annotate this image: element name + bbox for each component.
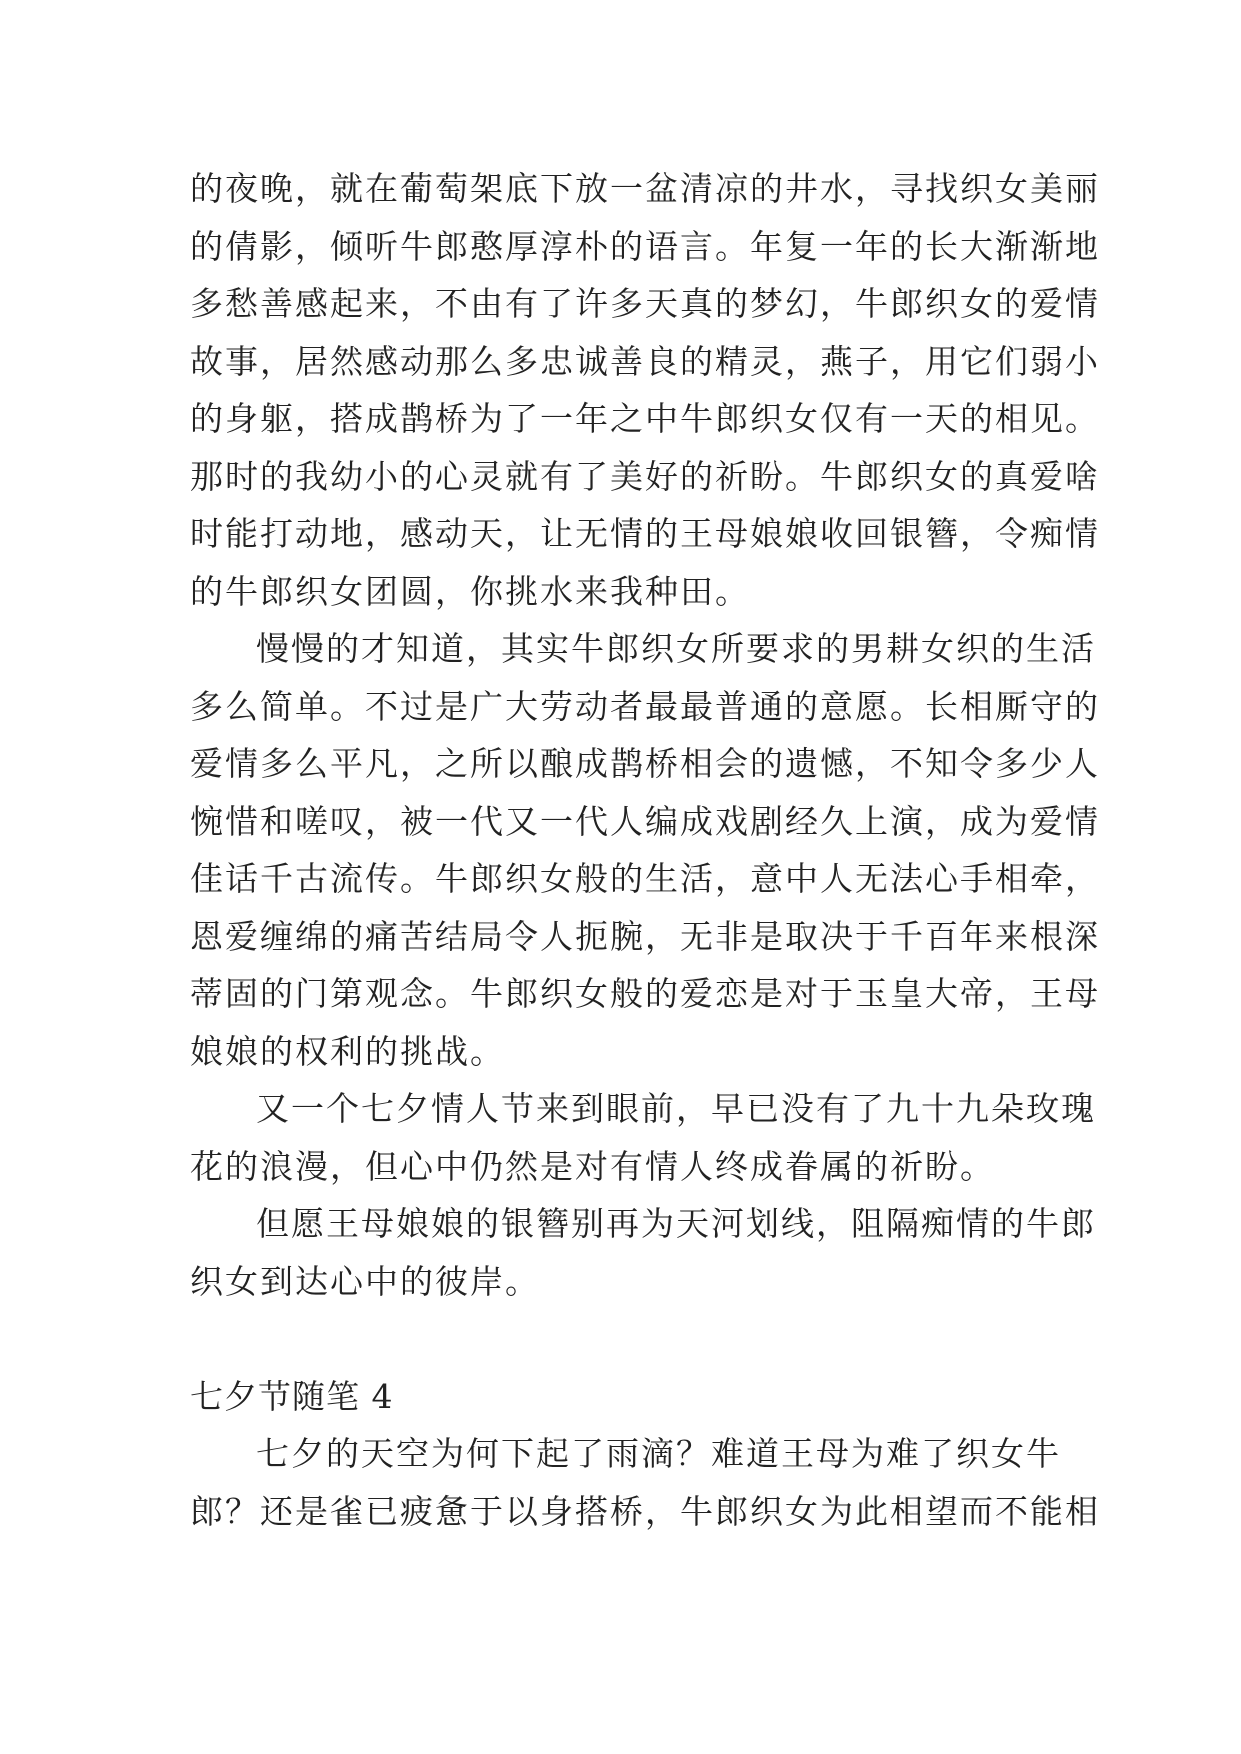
text-line: 慢慢的才知道，其实牛郎织女所要求的男耕女织的生活 xyxy=(256,629,1096,668)
text-line: 时能打动地，感动天，让无情的王母娘娘收回银簪，令痴情 xyxy=(190,514,1100,553)
section-heading: 七夕节随笔 4 xyxy=(190,1376,394,1416)
text-line: 又一个七夕情人节来到眼前，早已没有了九十九朵玫瑰 xyxy=(256,1089,1096,1128)
text-line: 织女到达心中的彼岸。 xyxy=(190,1261,540,1301)
blank-line xyxy=(190,1310,1060,1368)
paragraph-1 xyxy=(190,160,1100,620)
text-line: 的牛郎织女团圆，你挑水来我种田。 xyxy=(190,571,750,611)
text-line: 佳话千古流传。牛郎织女般的生活，意中人无法心手相牵， xyxy=(190,859,1100,898)
text-line: 惋惜和嗟叹，被一代又一代人编成戏剧经久上演，成为爱情 xyxy=(190,801,1100,841)
text-line: 郎？还是雀已疲惫于以身搭桥，牛郎织女为此相望而不能相 xyxy=(190,1491,1100,1531)
text-line: 蒂固的门第观念。牛郎织女般的爱恋是对于玉皇大帝，王母 xyxy=(190,974,1100,1013)
paragraph-2 xyxy=(190,620,1100,1080)
text-line: 七夕的天空为何下起了雨滴？难道王母为难了织女牛 xyxy=(256,1434,1061,1473)
text-line: 爱情多么平凡，之所以酿成鹊桥相会的遗憾，不知令多少人 xyxy=(190,744,1100,783)
text-line: 恩爱缠绵的痛苦结局令人扼腕，无非是取决于千百年来根深 xyxy=(190,916,1100,956)
text-line: 多愁善感起来，不由有了许多天真的梦幻，牛郎织女的爱情 xyxy=(190,284,1100,323)
text-line: 的夜晚，就在葡萄架底下放一盆清凉的井水，寻找织女美丽 xyxy=(190,169,1100,208)
text-line: 花的浪漫，但心中仍然是对有情人终成眷属的祈盼。 xyxy=(190,1146,995,1186)
paragraph-5 xyxy=(190,1425,1100,1540)
text-line: 娘娘的权利的挑战。 xyxy=(190,1031,505,1071)
text-line: 的身躯，搭成鹊桥为了一年之中牛郎织女仅有一天的相见。 xyxy=(190,399,1100,438)
text-line: 多么简单。不过是广大劳动者最最普通的意愿。长相厮守的 xyxy=(190,686,1100,726)
text-line: 但愿王母娘娘的银簪别再为天河划线，阻隔痴情的牛郎 xyxy=(256,1204,1096,1243)
paragraph-3 xyxy=(190,1080,1096,1195)
text-line: 故事，居然感动那么多忠诚善良的精灵，燕子，用它们弱小 xyxy=(190,341,1100,381)
document-body xyxy=(190,160,1100,1540)
text-line: 的倩影，倾听牛郎憨厚淳朴的语言。年复一年的长大渐渐地 xyxy=(190,226,1100,266)
text-line: 那时的我幼小的心灵就有了美好的祈盼。牛郎织女的真爱啥 xyxy=(190,456,1100,496)
paragraph-4 xyxy=(190,1195,1096,1310)
